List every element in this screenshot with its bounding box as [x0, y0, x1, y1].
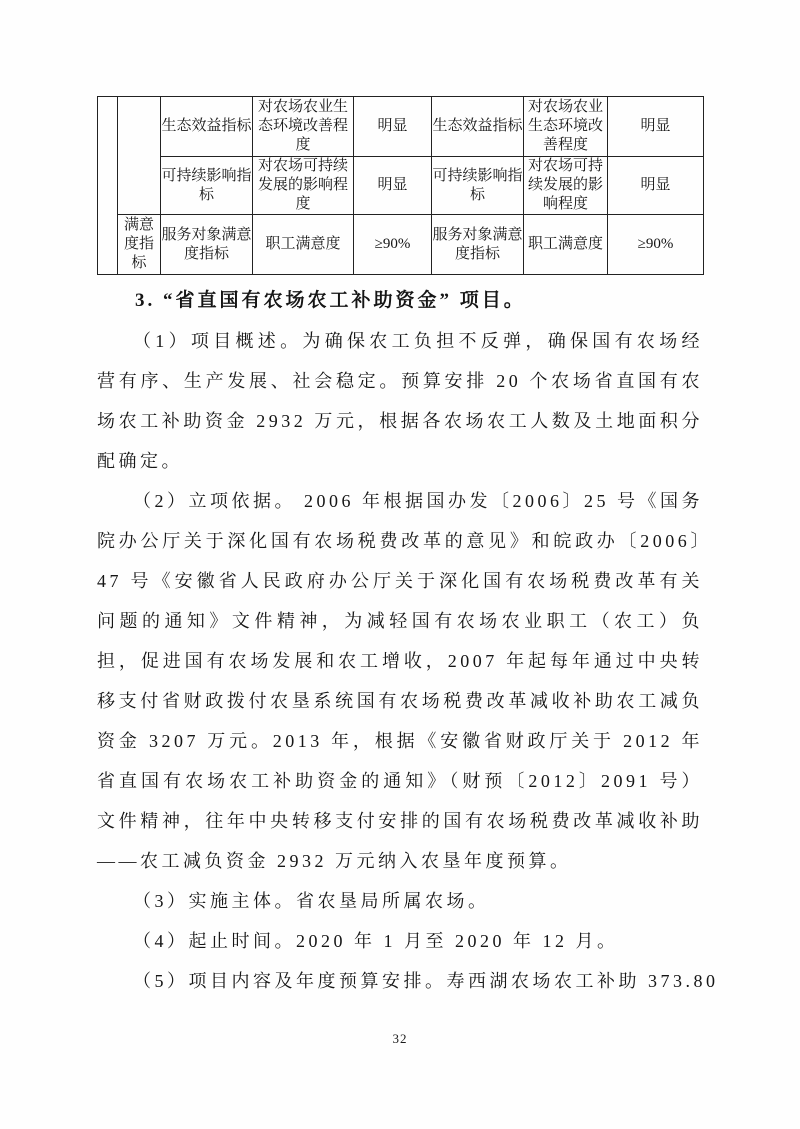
indicator-target-cell: 明显 — [608, 97, 704, 157]
indicator-name-cell: 生态效益指标 — [161, 97, 253, 157]
table-cell-empty-group — [118, 97, 161, 215]
table-cell-empty-spanner — [98, 97, 118, 275]
indicator-name-cell: 可持续影响指标 — [161, 157, 253, 215]
indicator-target-cell: 明显 — [608, 157, 704, 215]
paragraph-overview: （1）项目概述。为确保农工负担不反弹，确保国有农场经营有序、生产发展、社会稳定。预算安排 20 个农场省直国有农场农工补助资金 2932 万元，根据各农场农工人数及土地面积分配确定。 — [97, 331, 703, 471]
paragraph-content-budget: （5）项目内容及年度预算安排。寿西湖农场农工补助 373.80 — [133, 971, 719, 991]
indicator-target-cell: ≥90% — [608, 215, 704, 275]
indicator-target-cell: 明显 — [354, 97, 432, 157]
indicator-target-cell: ≥90% — [354, 215, 432, 275]
indicator-target-cell: 明显 — [354, 157, 432, 215]
indicator-detail-cell: 对农场农业生态环境改善程度 — [253, 97, 354, 157]
indicator-detail-cell: 对农场可持续发展的影响程度 — [253, 157, 354, 215]
page-number: 32 — [392, 1031, 408, 1046]
indicator-detail-cell: 职工满意度 — [253, 215, 354, 275]
paragraph-legal-basis: （2）立项依据。 2006 年根据国办发〔2006〕25 号《国务院办公厅关于深化国有农场税费改革的意见》和皖政办〔2006〕47 号《安徽省人民政府办公厅关于深化国有农场税费改革有关问题的通知》文件精神，为减轻国有农场农业职工（农工）负担，促进国有农场发展和农工增收，2007 年起每年通过中央转移支付省财政拨付农垦系统国有农场税费改革减收补助农工减负资金 3207 万元。2013 年，根据《安徽省财政厅关于 2012 年省直国有农场农工补助资金的通知》（财预〔2012〕2091 号）文件精神，往年中央转移支付安排的国有农场税费改革减收补助——农工减负资金 2932 万元纳入农垦年度预算。 — [97, 491, 703, 871]
performance-indicator-table — [97, 96, 704, 275]
indicator-detail-cell: 职工满意度 — [524, 215, 608, 275]
indicator-group-cell: 满意度指标 — [118, 215, 161, 275]
indicator-detail-cell: 对农场可持续发展的影响程度 — [524, 157, 608, 215]
paragraph-implementer: （3）实施主体。省农垦局所属农场。 — [133, 891, 490, 911]
indicator-detail-cell: 对农场农业生态环境改善程度 — [524, 97, 608, 157]
paragraph-duration: （4）起止时间。2020 年 1 月至 2020 年 12 月。 — [133, 931, 619, 951]
section-heading: 3. “省直国有农场农工补助资金” 项目。 — [135, 290, 526, 311]
indicator-name-cell: 生态效益指标 — [432, 97, 524, 157]
indicator-name-cell: 可持续影响指标 — [432, 157, 524, 215]
body-text — [97, 281, 719, 1001]
indicator-name-cell: 服务对象满意度指标 — [161, 215, 253, 275]
indicator-name-cell: 服务对象满意度指标 — [432, 215, 524, 275]
